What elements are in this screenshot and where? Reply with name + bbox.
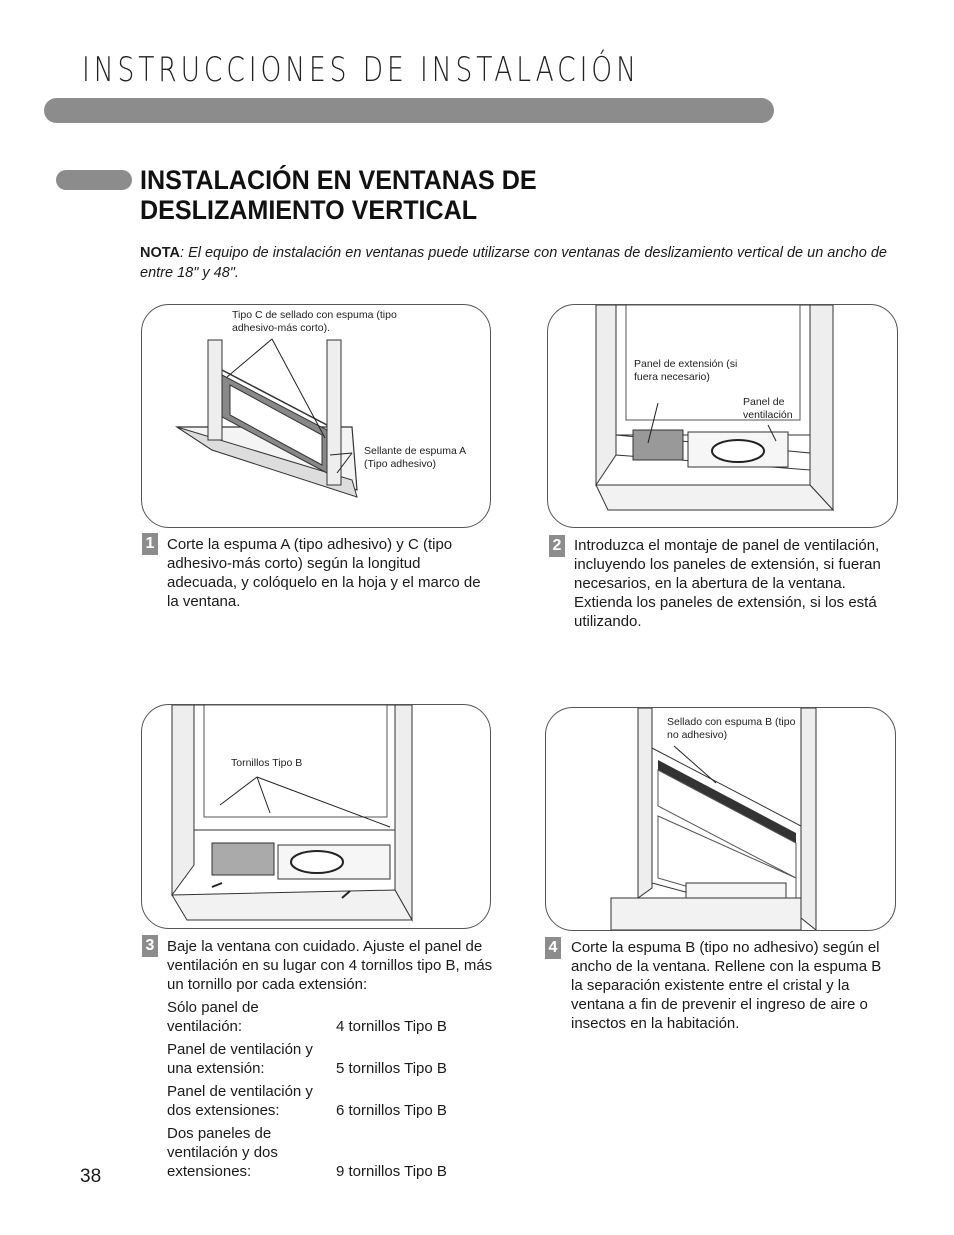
step4-illustration [545, 707, 896, 931]
step2-badge: 2 [549, 535, 565, 557]
callout-vent-panel: Panel de ventilación [743, 396, 793, 421]
table-row-screws: 4 tornillos Tipo B [336, 1018, 447, 1035]
step4-badge: 4 [545, 937, 561, 959]
callout-screws: Tornillos Tipo B [231, 757, 303, 769]
title-bar [44, 98, 774, 123]
window-foam-illustration [142, 305, 490, 527]
step3-text: Baje la ventana con cuidado. Ajuste el panel de ventilación en su lugar con 4 tornillos tipo B, más un tornillo por cada extensión: [167, 938, 493, 993]
page-number: 38 [80, 1166, 102, 1187]
table-row-config: Panel de ventilación y dos extensiones: [167, 1083, 313, 1119]
vent-panel-illustration [548, 305, 897, 527]
table-row-screws: 5 tornillos Tipo B [336, 1060, 447, 1077]
callout-foam-a: Sellante de espuma A (Tipo adhesivo) [364, 445, 466, 470]
screws-illustration [142, 705, 490, 928]
step4-text: Corte la espuma B (tipo no adhesivo) según el ancho de la ventana. Rellene con la espuma B la separación existente entre el cristal y la ventana a fin de prevenir el ingreso de aire o insectos en la habitación. [571, 939, 882, 1032]
step3-badge: 3 [142, 935, 158, 957]
note-label: NOTA [140, 245, 181, 261]
step2-text: Introduzca el montaje de panel de ventilación, incluyendo los paneles de extensión, si fueran necesarios, en la abertura de la ventana. Extienda los paneles de extensión, si los está utilizando. [574, 537, 881, 630]
table-row-screws: 9 tornillos Tipo B [336, 1163, 447, 1180]
note-paragraph [140, 243, 900, 283]
step1-illustration [141, 304, 491, 528]
table-row-screws: 6 tornillos Tipo B [336, 1102, 447, 1119]
callout-foam-c: Tipo C de sellado con espuma (tipo adhesivo-más corto). [232, 309, 397, 334]
step3-illustration [141, 704, 491, 929]
callout-extension-panel: Panel de extensión (si fuera necesario) [634, 358, 738, 383]
callout-foam-b: Sellado con espuma B (tipo no adhesivo) [667, 716, 796, 741]
table-row-config: Dos paneles de ventilación y dos extensiones: [167, 1125, 278, 1180]
step2-illustration [547, 304, 898, 528]
table-row-config: Sólo panel de ventilación: [167, 999, 259, 1035]
step1-badge: 1 [142, 533, 158, 555]
section-title-line2: DESLIZAMIENTO VERTICAL [140, 195, 478, 225]
page-title: INSTRUCCIONES DE INSTALACIÓN [82, 50, 640, 90]
note-text: : El equipo de instalación en ventanas puede utilizarse con ventanas de deslizamiento vertical de un ancho de entre 18" y 48". [140, 245, 887, 281]
step1-text: Corte la espuma A (tipo adhesivo) y C (tipo adhesivo-más corto) según la longitud adecuada, y colóquelo en la hoja y el marco de la ventana. [167, 536, 481, 610]
section-title-line1: INSTALACIÓN EN VENTANAS DE [140, 165, 537, 195]
table-row-config: Panel de ventilación y una extensión: [167, 1041, 313, 1077]
section-pill [56, 170, 132, 190]
section-title [140, 165, 537, 225]
